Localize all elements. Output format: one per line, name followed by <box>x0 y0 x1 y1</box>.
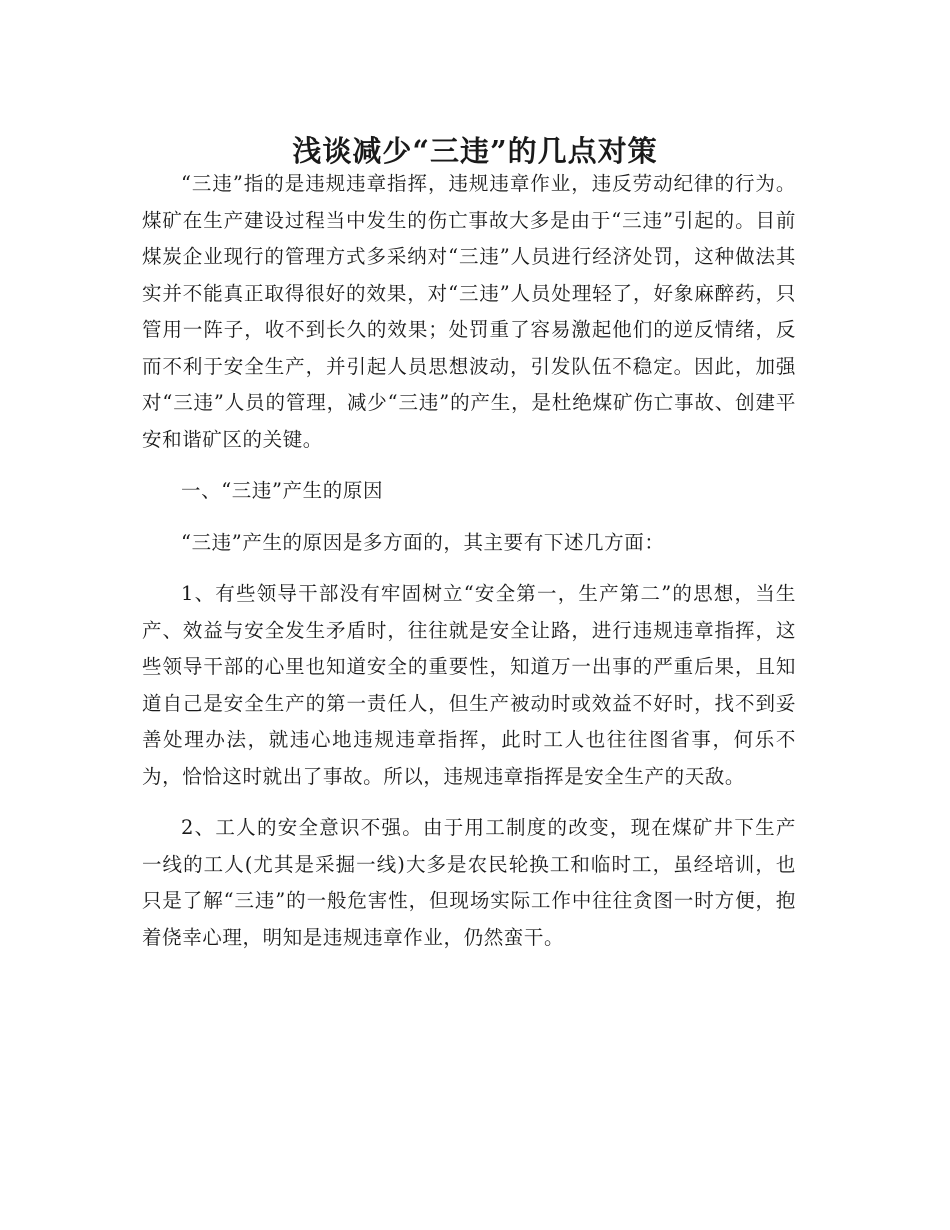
paragraph-causes-intro: “三违”产生的原因是多方面的，其主要有下述几方面： <box>181 530 665 554</box>
document-body <box>142 166 796 956</box>
document-title: 浅谈减少“三违”的几点对策 <box>292 134 658 169</box>
section-heading: 一、“三违”产生的原因 <box>181 479 384 502</box>
paragraph-cause-1: 1、有些领导干部没有牢固树立“安全第一，生产第二”的思想，当生产、效益与安全发生矛盾时，往往就是安全让路，进行违规违章指挥，这些领导干部的心里也知道安全的重要性，知道万一出事的严重后果，且知道自己是安全生产的第一责任人，但生产被动时或效益不好时，找不到妥善处理办法，就违心地违规违章指挥，此时工人也往往图省事，何乐不为，恰恰这时就出了事故。所以，违规违章指挥是安全生产的天敌。 <box>142 582 796 788</box>
paragraph-cause-2: 2、工人的安全意识不强。由于用工制度的改变，现在煤矿井下生产一线的工人(尤其是采掘一线)大多是农民轮换工和临时工，虽经培训，也只是了解“三违”的一般危害性，但现场实际工作中往往贪图一时方便，抱着侥幸心理，明知是违规违章作业，仍然蛮干。 <box>142 816 796 949</box>
paragraph-intro: “三违”指的是违规违章指挥，违规违章作业，违反劳动纪律的行为。煤矿在生产建设过程当中发生的伤亡事故大多是由于“三违”引起的。目前煤炭企业现行的管理方式多采纳对“三违”人员进行经济处罚，这种做法其实并不能真正取得很好的效果，对“三违”人员处理轻了，好象麻醉药，只管用一阵子，收不到长久的效果；处罚重了容易激起他们的逆反情绪，反而不利于安全生产，并引起人员思想波动，引发队伍不稳定。因此，加强对“三违”人员的管理，减少“三违”的产生，是杜绝煤矿伤亡事故、创建平安和谐矿区的关键。 <box>142 172 796 451</box>
